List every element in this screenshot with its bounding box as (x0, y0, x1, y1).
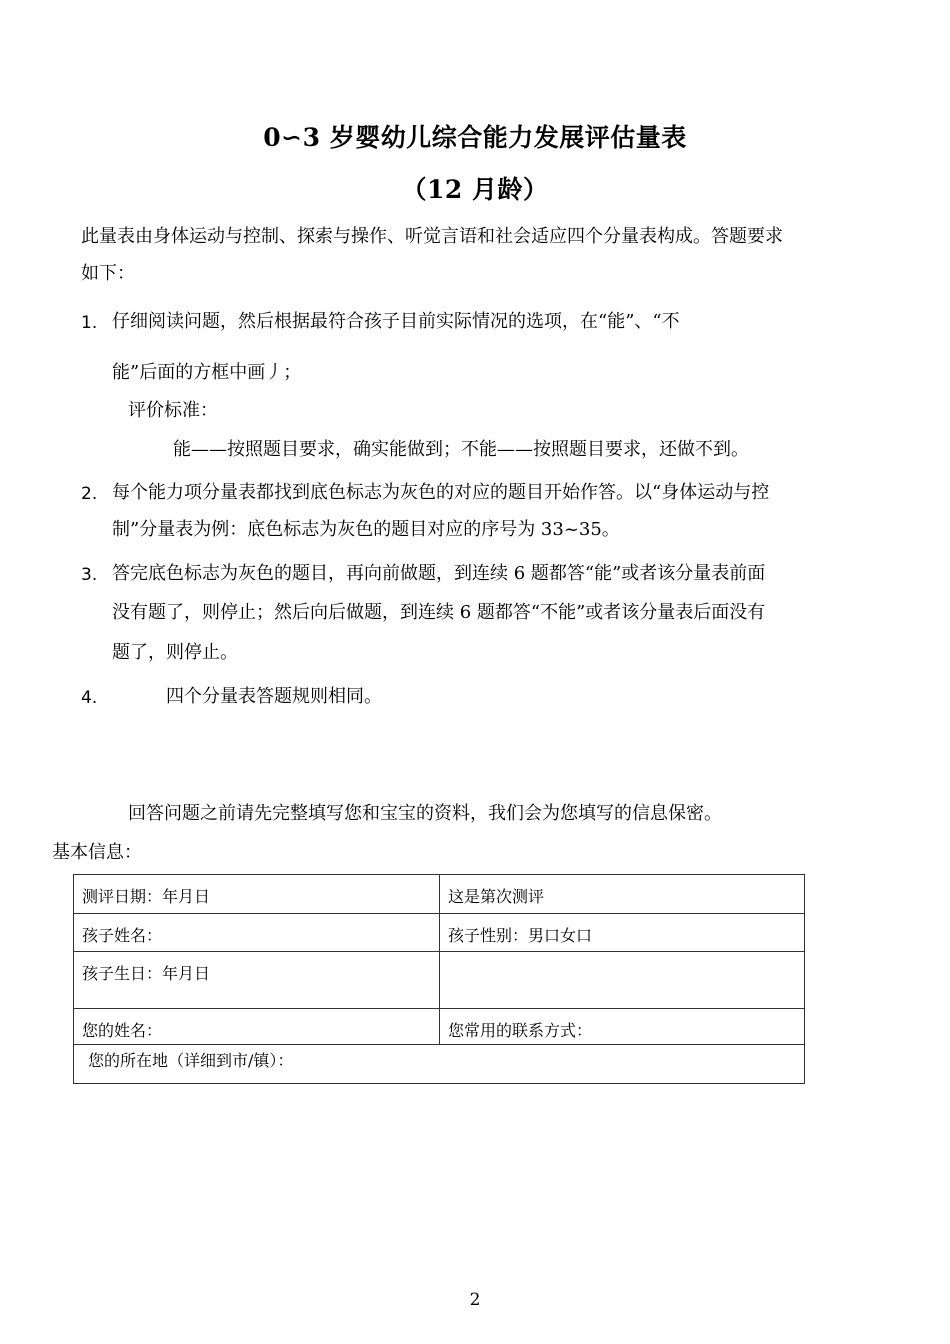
child-birthday-field[interactable]: 孩子生日：年月日 (74, 952, 440, 1009)
item-line: 答完底色标志为灰色的题目，再向前做题，到连续 6 题都答“能”或者该分量表前面 (112, 563, 766, 584)
child-gender-field[interactable]: 孩子性别：男口女口 (440, 914, 805, 952)
item-number: 2. (81, 484, 98, 504)
empty-cell (440, 952, 805, 1009)
criteria-text: 能——按照题目要求，确实能做到；不能——按照题目要求，还做不到。 (173, 439, 749, 460)
item-line: 题了，则停止。 (112, 642, 238, 663)
item-number: 1. (81, 313, 98, 333)
page-number: 2 (469, 1290, 481, 1310)
basic-info-label: 基本信息： (52, 842, 142, 863)
item-line: 四个分量表答题规则相同。 (166, 686, 382, 707)
criteria-label: 评价标准： (128, 400, 218, 421)
item-line: 每个能力项分量表都找到底色标志为灰色的对应的题目开始作答。以“身体运动与控 (112, 482, 770, 503)
item-line: 仔细阅读问题，然后根据最符合孩子目前实际情况的选项，在“能”、“不 (112, 311, 680, 332)
item-line: 没有题了，则停止；然后向后做题，到连续 6 题都答“不能”或者该分量表后面没有 (112, 602, 766, 623)
contact-field[interactable]: 您常用的联系方式： (440, 1009, 805, 1045)
item-line: 能”后面的方框中画丿； (112, 362, 302, 383)
location-field[interactable]: 您的所在地（详细到市/镇）： (74, 1045, 805, 1084)
child-name-field[interactable]: 孩子姓名： (74, 914, 440, 952)
privacy-notice: 回答问题之前请先完整填写您和宝宝的资料，我们会为您填写的信息保密。 (128, 803, 722, 824)
assessment-count-field[interactable]: 这是第次测评 (440, 875, 805, 914)
item-number: 3. (81, 565, 98, 585)
page-title: 0∽3 岁婴幼儿综合能力发展评估量表 (263, 123, 687, 152)
date-field[interactable]: 测评日期：年月日 (74, 875, 440, 914)
item-line: 制”分量表为例：底色标志为灰色的题目对应的序号为 33~35。 (112, 519, 620, 540)
intro-line-1: 此量表由身体运动与控制、探索与操作、听觉言语和社会适应四个分量表构成。答题要求 (81, 226, 783, 247)
item-number: 4. (81, 688, 98, 708)
page-subtitle: （12 月龄） (401, 175, 549, 204)
intro-line-2: 如下： (81, 263, 135, 284)
basic-info-table (73, 874, 805, 1084)
your-name-field[interactable]: 您的姓名： (74, 1009, 440, 1045)
